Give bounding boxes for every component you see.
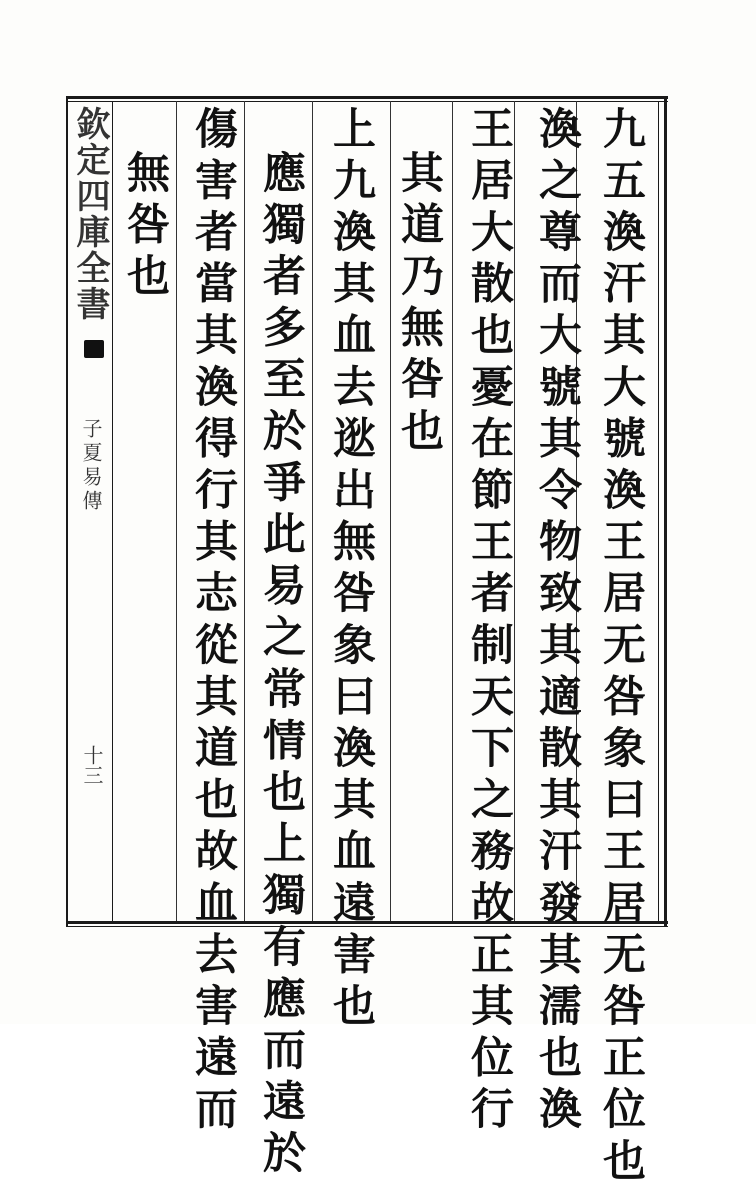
top-border-inner-rule bbox=[66, 101, 668, 102]
column-divider bbox=[312, 101, 313, 921]
column-divider bbox=[452, 101, 453, 921]
text-column-3: 王居大散也憂在節王者制天下之務故正其位行 bbox=[464, 106, 514, 1138]
text-column-4: 其道乃無咎也 bbox=[394, 150, 444, 460]
text-column-7: 傷害者當其渙得行其志從其道也故血去害遠而 bbox=[188, 106, 238, 1138]
right-border-rule bbox=[664, 96, 667, 927]
column-divider bbox=[244, 101, 245, 921]
text-column-6: 應獨者多至於爭此易之常情也上獨有應而遠於 bbox=[256, 150, 306, 1182]
margin-book-title: 欽定四庫全書 bbox=[70, 106, 110, 322]
margin-divider-rule bbox=[112, 101, 113, 921]
text-column-8: 無咎也 bbox=[120, 150, 170, 305]
right-border-inner-rule bbox=[658, 101, 659, 921]
top-border-rule bbox=[66, 96, 668, 99]
fishtail-mark-icon bbox=[84, 340, 104, 358]
text-column-1: 九五渙汗其大號渙王居无咎象曰王居无咎正位也 bbox=[596, 106, 646, 1190]
column-divider bbox=[176, 101, 177, 921]
margin-work-title: 子夏易傳 bbox=[79, 418, 103, 514]
margin-page-number: 十三 bbox=[80, 745, 104, 785]
text-column-5: 上九渙其血去逖出無咎象曰渙其血遠害也 bbox=[326, 106, 376, 1035]
text-column-2: 渙之尊而大號其令物致其適散其汗發其濡也渙 bbox=[532, 106, 582, 1138]
